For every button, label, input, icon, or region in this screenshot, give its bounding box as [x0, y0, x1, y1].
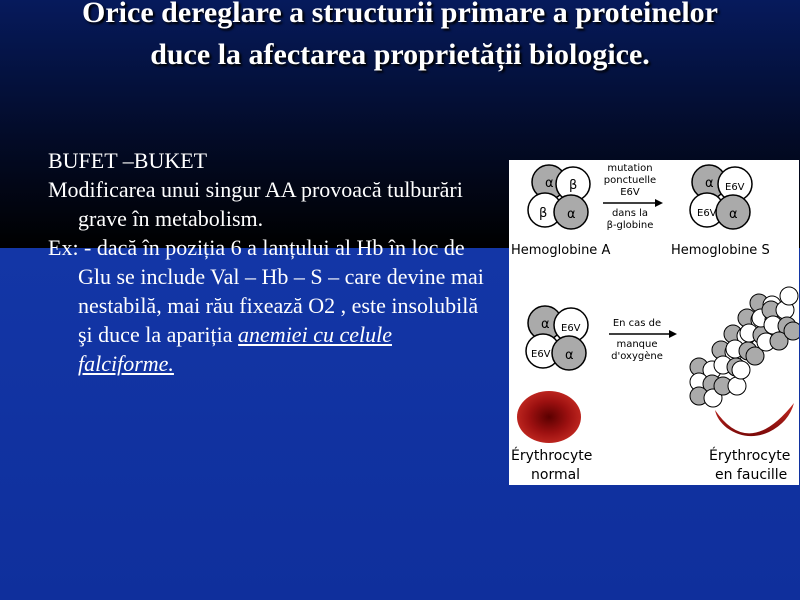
- mutation-arrow: [603, 163, 663, 231]
- slide-content: [48, 146, 488, 378]
- arrow1-line1: mutation: [607, 163, 653, 174]
- sickle-erythrocyte: [715, 403, 794, 436]
- arrow1-line2: ponctuelle: [603, 175, 657, 186]
- hemoglobin-diagram: [509, 160, 799, 485]
- arrow2-line3: d'oxygène: [611, 351, 663, 362]
- slide-title: Orice dereglare a structurii primare a proteinelor duce la afectarea proprietății biologice.: [82, 0, 718, 71]
- label-erythrocyte-sickle-2: en faucille: [715, 467, 788, 483]
- paragraph-modificarea: Modificarea unui singur AA provoacă tulburări grave în metabolism.: [48, 177, 463, 231]
- hba-beta-1: β: [569, 178, 578, 193]
- anemia-link[interactable]: anemiei cu celule falciforme.: [78, 322, 392, 376]
- paragraph-bufet: BUFET –BUKET: [48, 148, 208, 173]
- deoxygenation-arrow: [609, 318, 677, 362]
- label-hemoglobine-a: Hemoglobine A: [511, 243, 611, 258]
- deoxy-alpha-1: α: [541, 317, 550, 332]
- hemoglobin-a-molecule: [528, 165, 590, 229]
- hbs-alpha-2: α: [729, 207, 738, 222]
- label-erythrocyte-normal-1: Érythrocyte: [511, 448, 593, 464]
- hba-alpha-2: α: [567, 207, 576, 222]
- label-erythrocyte-sickle-1: Érythrocyte: [709, 448, 791, 464]
- arrow1-line3: E6V: [620, 187, 640, 198]
- normal-erythrocyte: [517, 391, 581, 443]
- paragraph-example: [48, 233, 488, 378]
- hbs-e6v-1: E6V: [725, 182, 745, 193]
- hbs-e6v-2: E6V: [697, 208, 717, 219]
- example-text: Ex: - dacă în poziția 6 a lanțului al Hb în loc de Glu se include Val – Hb – S – care devine mai nestabilă, mai rău fixează O2 , este insolubilă şi duce la apariția: [48, 235, 484, 347]
- deoxy-e6v-2: E6V: [531, 349, 551, 360]
- label-hemoglobine-s: Hemoglobine S: [671, 243, 770, 258]
- hba-alpha-1: α: [545, 176, 554, 191]
- arrow2-line2: manque: [616, 339, 658, 350]
- hemoglobin-figure: [509, 160, 799, 485]
- hbs-alpha-1: α: [705, 176, 714, 191]
- hemoglobin-s-molecule: [690, 165, 752, 229]
- hbs-polymer-fiber: [690, 287, 799, 407]
- hba-beta-2: β: [539, 206, 548, 221]
- arrow1-line4: dans la: [611, 208, 649, 219]
- arrow2-line1: En cas de: [612, 318, 662, 329]
- hemoglobin-s-deoxy: [526, 306, 588, 370]
- deoxy-e6v-1: E6V: [561, 323, 581, 334]
- label-erythrocyte-normal-2: normal: [531, 467, 581, 483]
- arrow1-line5: β-globine: [606, 220, 654, 231]
- deoxy-alpha-2: α: [565, 348, 574, 363]
